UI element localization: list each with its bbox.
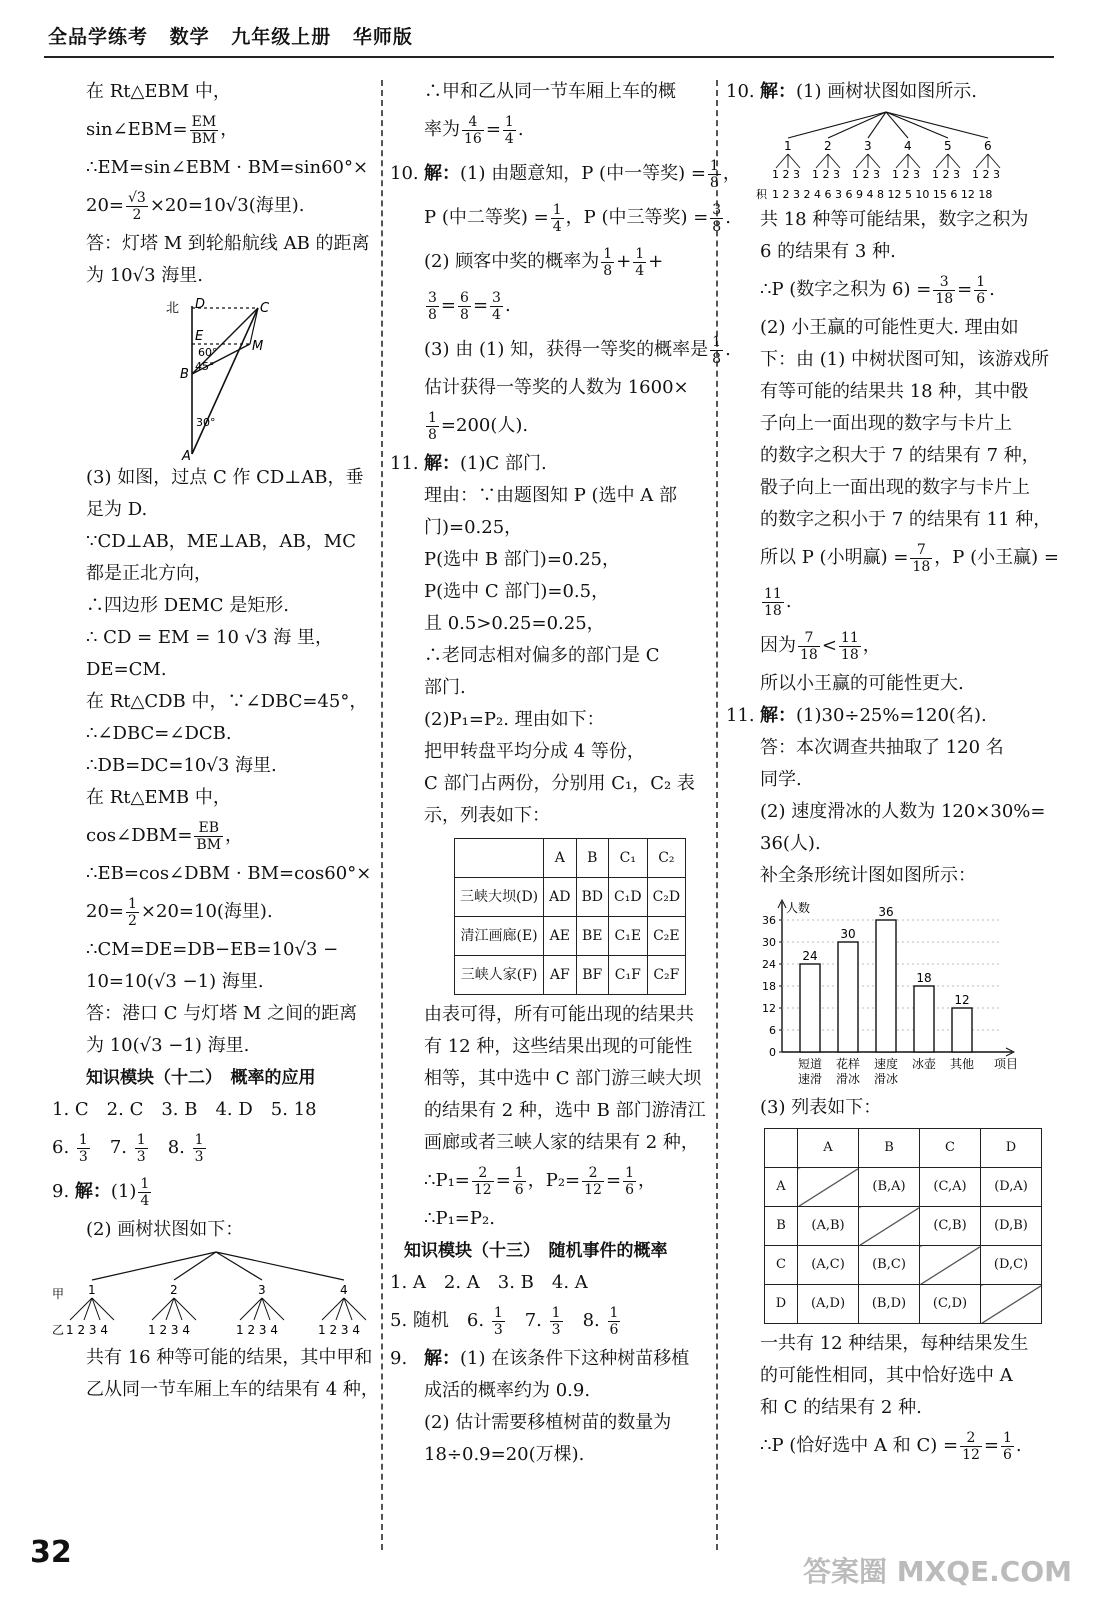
text-line: 门)=0.25， <box>424 517 523 538</box>
column-3 <box>726 76 1059 1468</box>
category-label: 冰壶 <box>911 1057 937 1071</box>
text-line: 的数字之积大于 7 的结果有 7 种， <box>760 445 1040 466</box>
text-line: 把甲转盘平均分成 4 等份， <box>424 741 645 762</box>
formula-line: 所以 P (小明赢) = $\frac{7}{18}$ ，P (小王赢) = <box>760 541 1059 575</box>
x-axis-label: 项目 <box>993 1057 1019 1071</box>
bar <box>800 964 820 1052</box>
text-line: ∴EM=sin∠EBM · BM=sin60°× <box>86 157 369 178</box>
tree-label-yi: 乙 <box>52 1323 65 1337</box>
table-row: B (A,B) (C,B) (D,B) <box>765 1207 1042 1246</box>
tree-node: 4 <box>340 1283 348 1297</box>
geometry-figure <box>52 294 352 462</box>
header-rule <box>44 56 1054 58</box>
angle-60: 60° <box>198 346 218 359</box>
formula-line: $\frac{1}{8}$ =200(人). <box>428 409 529 443</box>
text-line: (3) 列表如下： <box>760 1097 882 1118</box>
grade: 九年级上册 <box>231 26 332 48</box>
formula-line: P (中二等奖) = $\frac{1}{4}$ ，P (中三等奖) = $\frac{3}{8}$ . <box>424 201 731 235</box>
page-header <box>48 22 427 49</box>
edition: 华师版 <box>352 26 413 48</box>
table-header-row: A B C₁ C₂ <box>455 839 686 878</box>
pair-table <box>764 1128 1042 1324</box>
text-line: 为 10√3 海里. <box>86 265 203 286</box>
text-line: 子向上一面出现的数字与卡片上 <box>760 413 1012 434</box>
text-line: 且 0.5>0.25=0.25， <box>424 613 605 634</box>
y-tick-label: 30 <box>762 936 776 949</box>
text-line: 由表可得，所有可能出现的结果共 <box>424 1004 694 1025</box>
tree-node: 2 <box>824 139 832 153</box>
category-label: 短道 <box>797 1057 823 1071</box>
page-number: 32 <box>30 1535 72 1570</box>
watermark: 答案圈 MXQE.COM <box>803 1555 1072 1588</box>
y-tick-label: 6 <box>769 1024 776 1037</box>
point-E: E <box>195 329 204 344</box>
text-line: 36(人). <box>760 833 821 854</box>
formula-line: cos∠DBM= $\frac{EB}{BM}$ ， <box>86 819 244 853</box>
text-line: 下：由 (1) 中树状图可知，该游戏所 <box>760 349 1049 370</box>
tree-leaves: 1 2 3 4 <box>236 1323 278 1337</box>
text-line: 和 C 的结果有 2 种. <box>760 1397 922 1418</box>
table-row: 三峡人家(F) AF BF C₁F C₂F <box>455 956 686 995</box>
section-title-13: 知识模块（十三） 随机事件的概率 <box>404 1241 668 1261</box>
text-line: 共有 16 种等可能的结果，其中甲和 <box>86 1347 373 1368</box>
text-line: 部门. <box>424 677 466 698</box>
point-M: M <box>252 339 264 354</box>
category-label: 滑冰 <box>835 1072 861 1086</box>
answer-line: 9. 解：(1) 在该条件下这种树苗移植 <box>390 1348 690 1369</box>
bar <box>952 1008 972 1052</box>
text-line: 示，列表如下： <box>424 805 550 826</box>
text-line: 的可能性相同，其中恰好选中 A <box>760 1365 1013 1386</box>
north-label: 北 <box>166 301 180 316</box>
angle-45: 45° <box>195 360 215 373</box>
table-row: 清江画廊(E) AE BE C₁E C₂E <box>455 917 686 956</box>
text-line: 答：灯塔 M 到轮船航线 AB 的距离 <box>86 233 370 254</box>
text-line: 相等，其中选中 C 部门游三峡大坝 <box>424 1068 702 1089</box>
text-line: ∴甲和乙从同一节车厢上车的概 <box>424 81 676 102</box>
tree-node: 3 <box>258 1283 266 1297</box>
formula-line: 率为 $\frac{4}{16}$ = $\frac{1}{4}$ . <box>424 113 524 147</box>
text-line: ∴EB=cos∠DBM · BM=cos60°× <box>86 863 372 884</box>
text-line: 理由：∵由题图知 P (选中 A 部 <box>424 485 678 506</box>
formula-line: sin∠EBM= $\frac{EM}{BM}$ ， <box>86 113 239 147</box>
text-line: 补全条形统计图如图所示： <box>760 865 976 886</box>
department-table <box>454 838 686 995</box>
text-line: P(选中 B 部门)=0.25， <box>424 549 620 570</box>
formula-line: $\frac{11}{18}$ . <box>764 585 792 619</box>
text-line: 一共有 12 种结果，每种结果发生 <box>760 1333 1029 1354</box>
tree-leaves: 1 2 3 4 <box>318 1323 360 1337</box>
table-row: 三峡大坝(D) AD BD C₁D C₂D <box>455 878 686 917</box>
tree-node: 3 <box>864 139 872 153</box>
y-tick-label: 36 <box>762 914 776 927</box>
text-line: (2) 小王赢的可能性更大. 理由如 <box>760 317 1019 338</box>
bar <box>838 942 858 1052</box>
y-axis-label: 人数 <box>786 901 811 915</box>
category-label: 速度 <box>873 1057 899 1071</box>
formula-line: (3) 由 (1) 知，获得一等奖的概率是 $\frac{1}{8}$ . <box>424 333 731 367</box>
formula-line: 10. 解：(1) 由题意知，P (中一等奖) = $\frac{1}{8}$ ， <box>390 157 741 191</box>
text-line: 同学. <box>760 769 802 790</box>
answer-line: 1. C 2. C 3. B 4. D 5. 18 <box>52 1099 317 1120</box>
text-line: 共 18 种等可能结果，数字之积为 <box>760 209 1029 230</box>
formula-line: 20= $\frac{√3}{2}$ ×20=10√3(海里). <box>86 189 305 223</box>
tree-node: 1 <box>784 139 792 153</box>
answer-line: 9. 解：(1) $\frac{1}{4}$ <box>52 1175 150 1209</box>
text-line: 有等可能的结果共 18 种，其中骰 <box>760 381 1029 402</box>
text-line: (2) 估计需要移植树苗的数量为 <box>424 1412 672 1433</box>
column-divider-2 <box>716 80 718 1550</box>
formula-line: ∴P (恰好选中 A 和 C) = $\frac{2}{12}$ = $\frac{1}{6}$ . <box>760 1429 1022 1463</box>
text-line: (2) 画树状图如下： <box>86 1219 244 1240</box>
tree-leaves: 1 2 3 <box>932 168 960 181</box>
data-label: 36 <box>878 905 894 919</box>
table-row: C (A,C) (B,C) (D,C) <box>765 1246 1042 1285</box>
column-2 <box>390 76 741 1471</box>
formula-line: 因为 $\frac{7}{18}$ < $\frac{11}{18}$ ， <box>760 629 881 663</box>
tree-leaves: 1 2 3 <box>772 168 800 181</box>
subject: 数学 <box>169 26 210 48</box>
text-line: 都是正北方向， <box>86 563 212 584</box>
text-line: 在 Rt△EMB 中， <box>86 787 231 808</box>
tree-products: 1 2 3 2 4 6 3 6 9 4 8 12 5 10 15 6 12 18 <box>772 188 993 201</box>
category-label: 其他 <box>949 1057 975 1071</box>
formula-line: ∴P (数字之积为 6) = $\frac{3}{18}$ = $\frac{1}{6}$ . <box>760 273 995 307</box>
answer-line: 11. 解：(1)30÷25%=120(名). <box>726 705 987 726</box>
text-line: 估计获得一等奖的人数为 1600× <box>424 377 689 398</box>
text-line: ∴P₁=P₂. <box>424 1208 495 1229</box>
text-line: ∴DB=DC=10√3 海里. <box>86 755 277 776</box>
point-C: C <box>260 301 270 316</box>
tree-diagram-1 <box>52 1246 382 1342</box>
answer-line: 11. 解：(1)C 部门. <box>390 453 547 474</box>
text-line: 的结果有 2 种，选中 B 部门游清江 <box>424 1100 706 1121</box>
table-row: A (B,A) (C,A) (D,A) <box>765 1168 1042 1207</box>
text-line: 足为 D. <box>86 499 148 520</box>
text-line: 10=10(√3 −1) 海里. <box>86 971 264 992</box>
category-label: 滑冰 <box>873 1072 899 1086</box>
text-line: ∵CD⊥AB，ME⊥AB，AB，MC <box>86 531 356 552</box>
text-line: 画廊或者三峡人家的结果有 2 种， <box>424 1132 699 1153</box>
text-line: ∴老同志相对偏多的部门是 C <box>424 645 660 666</box>
book-title: 全品学练考 <box>48 26 149 48</box>
text-line: C 部门占两份，分别用 C₁，C₂ 表 <box>424 773 695 794</box>
text-line: 骰子向上一面出现的数字与卡片上 <box>760 477 1030 498</box>
table-row: D (A,D) (B,D) (C,D) <box>765 1285 1042 1324</box>
data-label: 12 <box>954 993 970 1007</box>
formula-line: (2) 顾客中奖的概率为 $\frac{1}{8}$ + $\frac{1}{4}$ + <box>424 245 664 279</box>
data-label: 18 <box>916 971 932 985</box>
text-line: DE=CM. <box>86 659 167 680</box>
text-line: ∴四边形 DEMC 是矩形. <box>86 595 289 616</box>
angle-30: 30° <box>196 416 216 429</box>
tree-leaves: 1 2 3 <box>972 168 1000 181</box>
tree-diagram-2 <box>726 108 1046 204</box>
text-line: 为 10(√3 −1) 海里. <box>86 1035 250 1056</box>
y-tick-label: 12 <box>762 1002 776 1015</box>
y-tick-label: 0 <box>769 1046 776 1059</box>
bar-chart <box>726 892 1026 1092</box>
formula-line: $\frac{3}{8}$ = $\frac{6}{8}$ = $\frac{3}{4}$ . <box>428 289 511 323</box>
answer-line: 6. $\frac{1}{3}$ 7. $\frac{1}{3}$ 8. $\frac{1}{3}$ <box>52 1131 204 1165</box>
category-label: 花样 <box>835 1057 861 1071</box>
text-line: 在 Rt△EBM 中， <box>86 81 231 102</box>
text-line: 答：港口 C 与灯塔 M 之间的距离 <box>86 1003 358 1024</box>
tree-leaves: 1 2 3 <box>892 168 920 181</box>
text-line: (3) 如图，过点 C 作 CD⊥AB，垂 <box>86 467 364 488</box>
table-header-row: A B C D <box>765 1129 1042 1168</box>
tree-leaves: 1 2 3 4 <box>66 1323 108 1337</box>
data-label: 30 <box>840 927 856 941</box>
answer-line: 1. A 2. A 3. B 4. A <box>390 1272 588 1293</box>
tree-label-product: 积 <box>756 188 767 201</box>
section-title-12: 知识模块（十二） 概率的应用 <box>86 1068 316 1088</box>
text-line: 在 Rt△CDB 中，∵∠DBC=45°， <box>86 691 368 712</box>
text-line: 答：本次调查共抽取了 120 名 <box>760 737 1004 758</box>
text-line: 18÷0.9=20(万棵). <box>424 1444 585 1465</box>
tree-leaves: 1 2 3 <box>812 168 840 181</box>
text-line: ∴CM=DE=DB−EB=10√3 − <box>86 939 339 960</box>
y-tick-label: 18 <box>762 980 776 993</box>
tree-node: 6 <box>984 139 992 153</box>
text-line: ∴ CD = EM = 10 √3 海 里， <box>86 627 333 648</box>
bar <box>876 920 896 1052</box>
text-line: 有 12 种，这些结果出现的可能性 <box>424 1036 693 1057</box>
tree-leaves: 1 2 3 4 <box>148 1323 190 1337</box>
tree-node: 1 <box>88 1283 96 1297</box>
text-line: 乙从同一节车厢上车的结果有 4 种， <box>86 1379 379 1400</box>
formula-line: 20= $\frac{1}{2}$ ×20=10(海里). <box>86 895 273 929</box>
formula-line: ∴P₁= $\frac{2}{12}$ = $\frac{1}{6}$ ，P₂= $\frac{2}{12}$ = $\frac{1}{6}$ ， <box>424 1164 656 1198</box>
y-tick-label: 24 <box>762 958 776 971</box>
text-line: P(选中 C 部门)=0.5， <box>424 581 610 602</box>
answer-line: 5. 随机 6. $\frac{1}{3}$ 7. $\frac{1}{3}$ 8. $\frac{1}{6}$ <box>390 1304 619 1338</box>
tree-node: 4 <box>904 139 912 153</box>
data-label: 24 <box>802 949 818 963</box>
tree-node: 5 <box>944 139 952 153</box>
column-1 <box>52 76 379 1406</box>
text-line: ∴∠DBC=∠DCB. <box>86 723 232 744</box>
text-line: (2)P₁=P₂. 理由如下： <box>424 709 605 730</box>
tree-label-jia: 甲 <box>52 1287 65 1301</box>
tree-node: 2 <box>170 1283 178 1297</box>
text-line: 6 的结果有 3 种. <box>760 241 896 262</box>
text-line: 成活的概率约为 0.9. <box>424 1380 591 1401</box>
point-B: B <box>180 367 189 382</box>
bar <box>914 986 934 1052</box>
answer-line: 10. 解：(1) 画树状图如图所示. <box>726 81 977 102</box>
point-D: D <box>195 297 206 312</box>
text-line: 所以小王赢的可能性更大. <box>760 673 964 694</box>
point-A: A <box>182 449 191 462</box>
category-label: 速滑 <box>797 1072 823 1086</box>
tree-leaves: 1 2 3 <box>852 168 880 181</box>
text-line: 的数字之积小于 7 的结果有 11 种， <box>760 509 1052 530</box>
text-line: (2) 速度滑冰的人数为 120×30%= <box>760 801 1046 822</box>
